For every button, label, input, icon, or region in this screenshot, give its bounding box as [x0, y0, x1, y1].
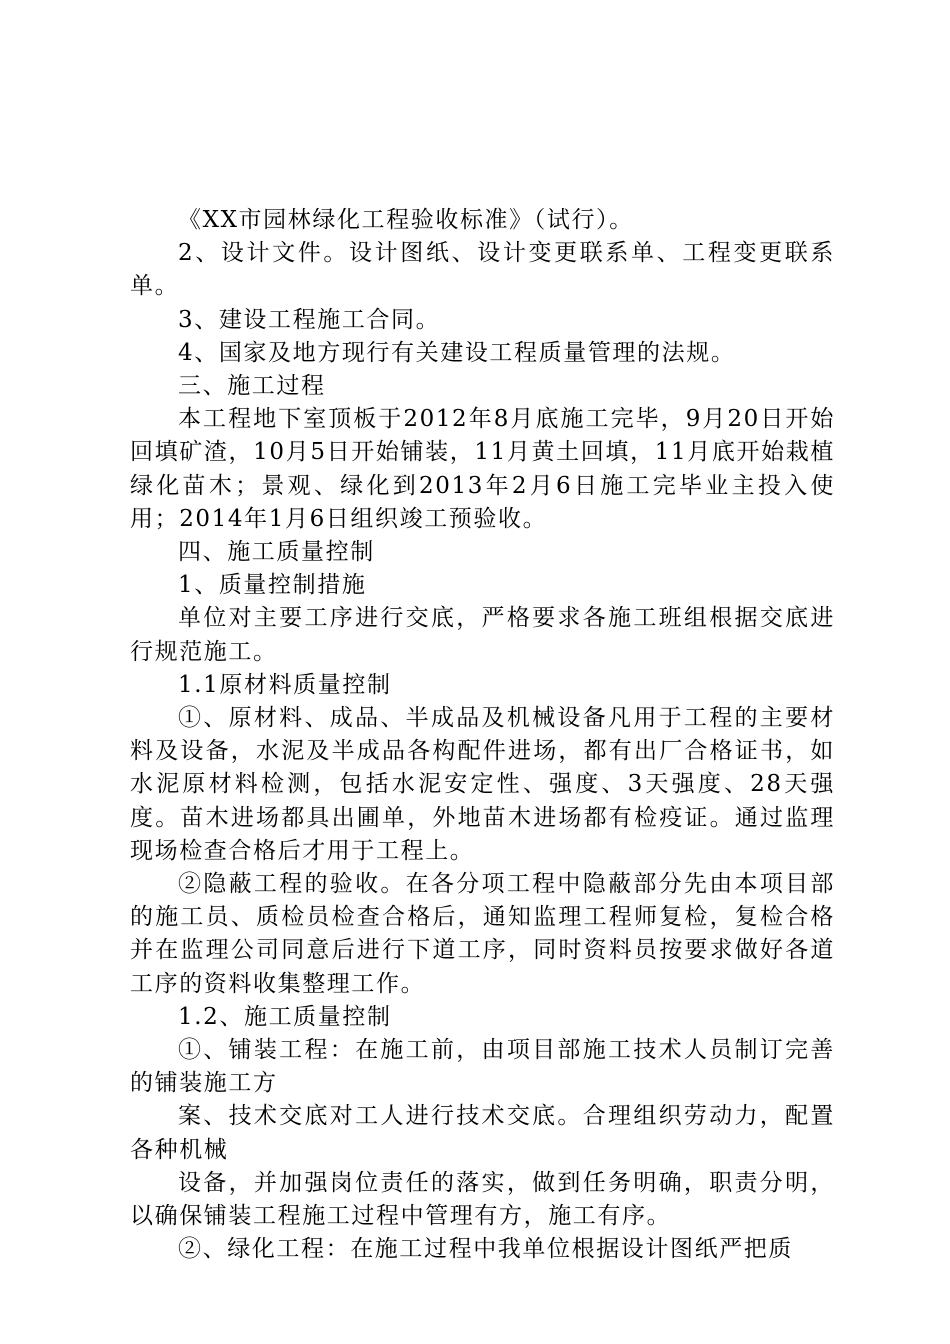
- paragraph-paving-works-1: ①、铺装工程：在施工前，由项目部施工技术人员制订完善的铺装施工方: [130, 1037, 835, 1097]
- subheading-quality-measures: 1、质量控制措施: [178, 572, 367, 599]
- paragraph-construction-timeline: 本工程地下室顶板于2012年8月底施工完毕，9月20日开始回填矿渣，10月5日开始铺装，11月黄土回填，11月底开始栽植绿化苗木；景观、绿化到2013年2月6日施工完毕业主投入使用；2014年1月6日组织竣工预验收。: [130, 406, 835, 532]
- subheading-construction-quality-control: 1.2、施工质量控制: [178, 1003, 392, 1030]
- paragraph-paving-works-3: 设备，并加强岗位责任的落实，做到任务明确，职责分明，以确保铺装工程施工过程中管理有方，施工有序。: [130, 1169, 835, 1230]
- paragraph-standard-reference: 《XX市园林绿化工程验收标准》（试行）。: [178, 207, 634, 233]
- paragraph-greening-works: ②、绿化工程：在施工过程中我单位根据设计图纸严把质: [178, 1236, 793, 1263]
- subheading-raw-material-control: 1.1原材料质量控制: [178, 671, 392, 698]
- paragraph-construction-contract: 3、建设工程施工合同。: [178, 306, 441, 333]
- paragraph-concealed-works: ②隐蔽工程的验收。在各分项工程中隐蔽部分先由本项目部的施工员、质检员检查合格后，通知监理工程师复检，复检合格并在监理公司同意后进行下道工序，同时资料员按要求做好各道工序的资料收集整理工作。: [130, 871, 835, 997]
- section-heading-quality-control: 四、施工质量控制: [178, 539, 375, 566]
- section-heading-construction-process: 三、施工过程: [178, 373, 326, 400]
- paragraph-regulations: 4、国家及地方现行有关建设工程质量管理的法规。: [178, 339, 736, 366]
- paragraph-process-briefing: 单位对主要工序进行交底，严格要求各施工班组根据交底进行规范施工。: [130, 605, 835, 665]
- paragraph-design-documents: 2、设计文件。设计图纸、设计变更联系单、工程变更联系单。: [130, 240, 835, 300]
- paragraph-paving-works-2: 案、技术交底对工人进行技术交底。合理组织劳动力，配置各种机械: [130, 1103, 835, 1163]
- document-page: [130, 204, 835, 1267]
- paragraph-raw-materials: ①、原材料、成品、半成品及机械设备凡用于工程的主要材料及设备，水泥及半成品各构配件进场，都有出厂合格证书，如水泥原材料检测，包括水泥安定性、强度、3天强度、28天强度。苗木进场都具出圃单，外地苗木进场都有检疫证。通过监理现场检查合格后才用于工程上。: [130, 705, 835, 864]
